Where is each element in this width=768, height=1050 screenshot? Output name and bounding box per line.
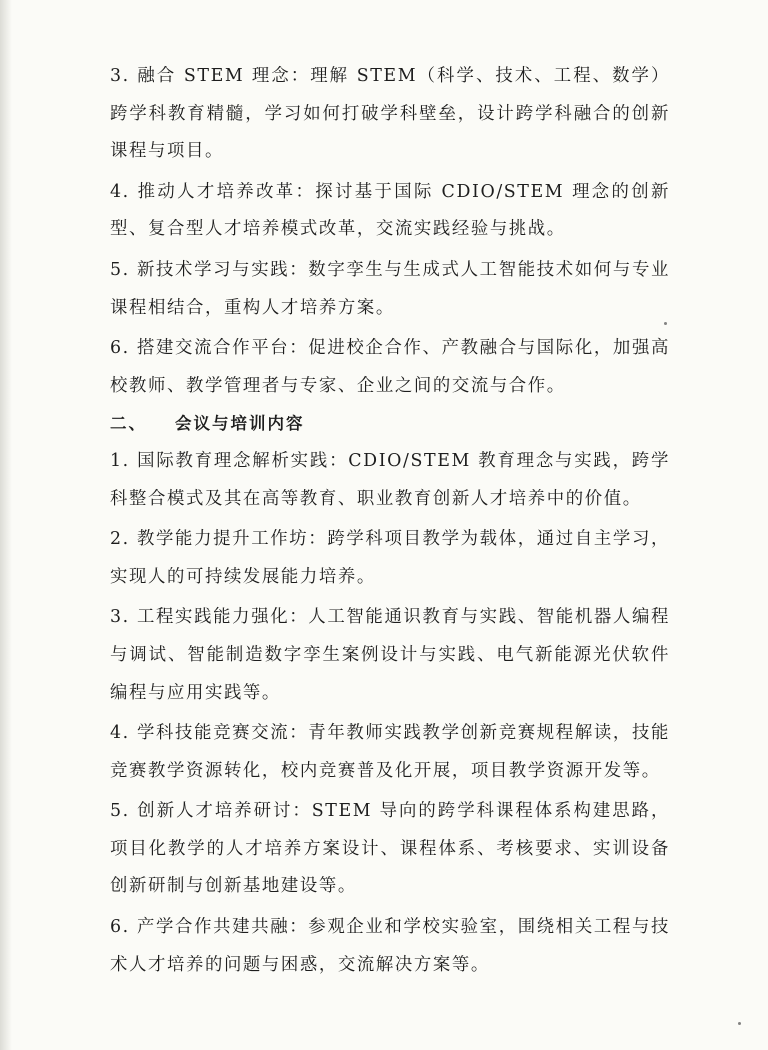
scan-speck [738,1022,741,1025]
goal-item: 6. 搭建交流合作平台：促进校企合作、产教融合与国际化，加强高校教师、教学管理者与专家、企业之间的交流与合作。 [110,338,670,396]
content-item: 2. 教学能力提升工作坊：跨学科项目教学为载体，通过自主学习，实现人的可持续发展能力培养。 [110,529,670,587]
document-body [110,58,670,984]
section-number: 二、 [110,414,147,434]
content-item: 5. 创新人才培养研讨：STEM 导向的跨学科课程体系构建思路，项目化教学的人才培养方案设计、课程体系、考核要求、实训设备创新研制与创新基地建设等。 [110,801,670,897]
goal-item: 4. 推动人才培养改革：探讨基于国际 CDIO/STEM 理念的创新型、复合型人才培养模式改革，交流实践经验与挑战。 [110,181,670,240]
content-item: 4. 学科技能竞赛交流：青年教师实践教学创新竞赛规程解读，技能竞赛教学资源转化，校内竞赛普及化开展，项目教学资源开发等。 [110,723,670,781]
section-heading [110,405,670,443]
section-title: 会议与培训内容 [175,414,305,434]
goal-item: 3. 融合 STEM 理念：理解 STEM（科学、技术、工程、数学）跨学科教育精髓，学习如何打破学科壁垒，设计跨学科融合的创新课程与项目。 [110,66,670,162]
content-item: 3. 工程实践能力强化：人工智能通识教育与实践、智能机器人编程与调试、智能制造数字孪生案例设计与实践、电气新能源光伏软件编程与应用实践等。 [110,607,670,703]
goal-item: 5. 新技术学习与实践：数字孪生与生成式人工智能技术如何与专业课程相结合，重构人才培养方案。 [110,259,670,318]
content-item: 6. 产学合作共建共融：参观企业和学校实验室，围绕相关工程与技术人才培养的问题与困惑，交流解决方案等。 [110,917,670,975]
scan-edge-shadow [0,0,12,1050]
content-item: 1. 国际教育理念解析实践：CDIO/STEM 教育理念与实践，跨学科整合模式及其在高等教育、职业教育创新人才培养中的价值。 [110,450,670,509]
